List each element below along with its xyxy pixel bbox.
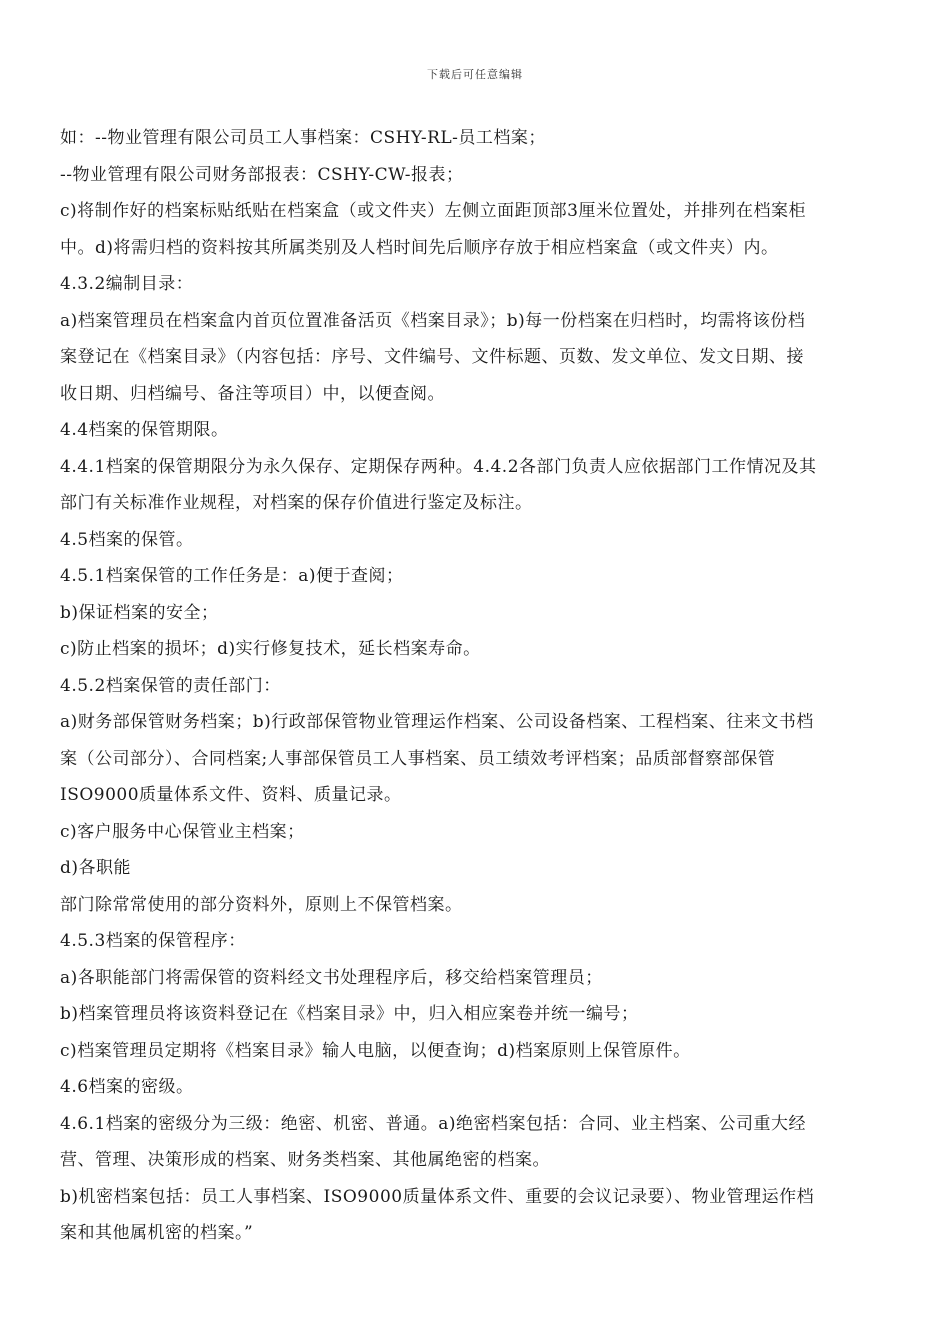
text-line: c)档案管理员定期将《档案目录》输人电脑，以便查询；d)档案原则上保管原件。 — [60, 1040, 691, 1061]
section-heading: 4.3.2编制目录： — [60, 274, 194, 294]
text-line: a)财务部保管财务档案；b)行政部保管物业管理运作档案、公司设备档案、工程档案、往来文书档 — [60, 712, 814, 732]
document-body — [60, 120, 900, 1252]
page-header: 下载后可任意编辑 — [427, 68, 523, 81]
text-line: 中。d)将需归档的资料按其所属类别及人档时间先后顺序存放于相应档案盒（或文件夹）内。 — [60, 237, 779, 258]
text-line: b)档案管理员将该资料登记在《档案目录》中，归入相应案卷并统一编号； — [60, 1004, 639, 1024]
text-line: a)档案管理员在档案盒内首页位置准备活页《档案目录》；b)每一份档案在归档时，均需将该份档 — [60, 310, 806, 331]
section-heading: 4.5.2档案保管的责任部门： — [60, 675, 281, 696]
text-line: 案和其他属机密的档案。” — [60, 1223, 254, 1243]
text-line: c)将制作好的档案标贴纸贴在档案盒（或文件夹）左侧立面距顶部3厘米位置处，并排列在档案柜 — [60, 201, 806, 221]
text-line: 4.5.1档案保管的工作任务是：a)便于查阅； — [60, 566, 404, 586]
text-line: 如：--物业管理有限公司员工人事档案：CSHY-RL-员工档案； — [60, 128, 546, 148]
text-line: a)各职能部门将需保管的资料经文书处理程序后，移交给档案管理员； — [60, 967, 603, 988]
text-line: 案登记在《档案目录》（内容包括：序号、文件编号、文件标题、页数、发文单位、发文日期、接 — [60, 347, 804, 367]
section-heading: 4.5档案的保管。 — [60, 529, 194, 550]
text-line: c)防止档案的损坏；d)实行修复技术，延长档案寿命。 — [60, 639, 481, 659]
section-heading: 4.4档案的保管期限。 — [60, 420, 229, 440]
section-heading: 4.5.3档案的保管程序： — [60, 931, 246, 951]
text-line: d)各职能 — [60, 858, 132, 878]
text-line: 部门除常常使用的部分资料外，原则上不保管档案。 — [60, 894, 463, 915]
text-line: 4.4.1档案的保管期限分为永久保存、定期保存两种。4.4.2各部门负责人应依据部门工作情况及其 — [60, 456, 817, 477]
text-line: b)机密档案包括：员工人事档案、ISO9000质量体系文件、重要的会议记录要）、物业管理运作档 — [60, 1186, 815, 1207]
section-heading: 4.6档案的密级。 — [60, 1077, 194, 1097]
text-line: b)保证档案的安全； — [60, 602, 219, 623]
text-line: --物业管理有限公司财务部报表：CSHY-CW-报表； — [60, 164, 464, 185]
text-line: 4.6.1档案的密级分为三级：绝密、机密、普通。a)绝密档案包括：合同、业主档案、公司重大经 — [60, 1113, 807, 1134]
text-line: 案（公司部分）、合同档案;人事部保管员工人事档案、员工绩效考评档案；品质部督察部保管 — [60, 748, 776, 769]
text-line: 收日期、归档编号、备注等项目）中，以便查阅。 — [60, 383, 445, 404]
text-line: c)客户服务中心保管业主档案； — [60, 821, 305, 842]
text-line: 营、管理、决策形成的档案、财务类档案、其他属绝密的档案。 — [60, 1150, 550, 1170]
text-line: ISO9000质量体系文件、资料、质量记录。 — [60, 785, 402, 805]
text-line: 部门有关标准作业规程，对档案的保存价值进行鉴定及标注。 — [60, 493, 533, 513]
